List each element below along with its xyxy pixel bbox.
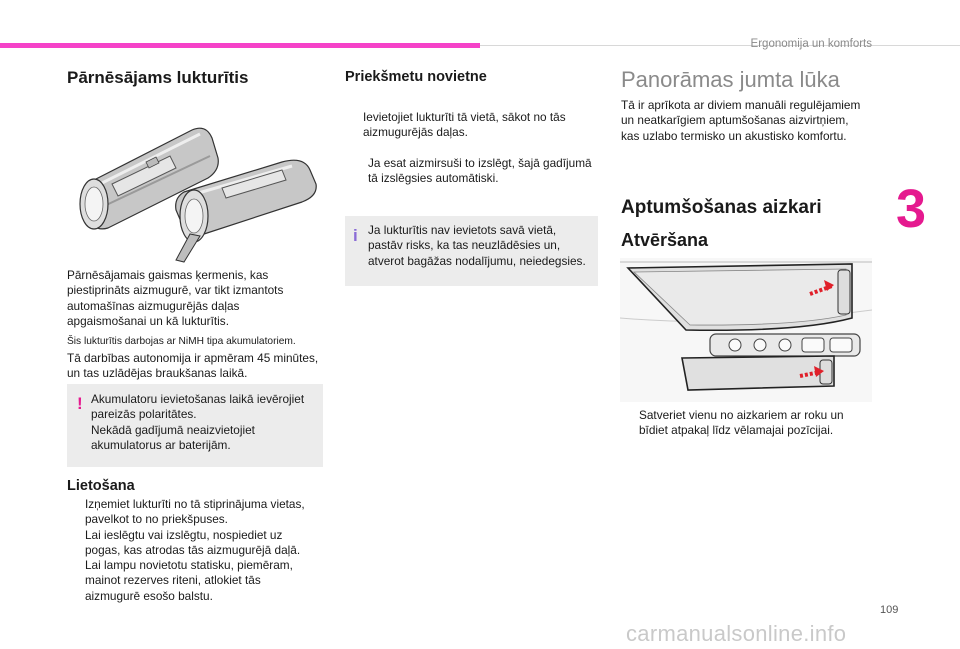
list-line: pogas, kas atrodas tās aizmugurējā daļā. xyxy=(85,542,301,557)
roof-intro xyxy=(621,98,881,144)
list-line: bīdiet atpakaļ līdz vēlamajai pozīcijai. xyxy=(639,423,834,438)
list-line: Lai lampu novietotu statisku, piemēram, xyxy=(85,558,293,573)
watermark: carmanualsonline.info xyxy=(626,621,847,646)
warning-box xyxy=(67,384,323,467)
storage-title: Priekšmetu novietne xyxy=(345,69,487,85)
list-item xyxy=(345,95,600,141)
warning-line: akumulatorus ar baterijām. xyxy=(91,437,231,452)
intro-line: automašīnas aizmugurējās daļas xyxy=(67,298,240,313)
intro-line: un neatkarīgiem aptumšošanas aizvirtņiem, xyxy=(621,113,849,128)
storage-para xyxy=(368,156,603,187)
list-item xyxy=(621,408,881,439)
panoramic-roof-title: Panorāmas jumta lūka xyxy=(621,67,840,92)
portable-lamp-illustration xyxy=(72,122,327,264)
list-line: pavelkot to no priekšpuses. xyxy=(85,512,228,527)
bullet-marker xyxy=(67,497,85,528)
info-line: Ja lukturītis nav ievietots savā vietā, xyxy=(368,223,557,237)
info-icon: i xyxy=(353,226,358,245)
para-line: tā izslēgsies automātiski. xyxy=(368,171,499,186)
storage-list xyxy=(345,95,600,141)
lamp-intro xyxy=(67,268,327,329)
lamp-title: Pārnēsājams lukturītis xyxy=(67,68,249,87)
blinds-title: Aptumšošanas aizkari xyxy=(621,197,822,218)
warning-line: pareizās polaritātes. xyxy=(91,407,197,422)
intro-line: Pārnēsājamais gaismas ķermenis, kas xyxy=(67,268,269,282)
list-item xyxy=(67,497,327,528)
para-line: Ja esat aizmirsuši to izslēgt, šajā gadījumā xyxy=(368,156,592,170)
usage-title: Lietošana xyxy=(67,478,135,494)
info-box xyxy=(345,216,598,286)
opening-list xyxy=(621,408,881,439)
autonomy-text xyxy=(67,351,327,382)
info-line: pastāv risks, ka tas neuzlādēsies un, xyxy=(368,238,561,253)
intro-line: kas uzlabo termisko un akustisko komfortu. xyxy=(621,128,847,143)
bullet-marker xyxy=(67,558,85,604)
battery-note: Šis lukturītis darbojas ar NiMH tipa akumulatoriem. xyxy=(67,336,296,347)
list-line: aizmugurē esošo balstu. xyxy=(85,588,213,603)
list-line: Satveriet vienu no aizkariem ar roku un xyxy=(639,408,844,422)
list-line: mainot rezerves riteni, atlokiet tās xyxy=(85,573,261,588)
warning-line: Akumulatoru ievietošanas laikā ievērojiet xyxy=(91,392,305,406)
sunroof-blinds-illustration xyxy=(620,258,872,402)
chapter-number: 3 xyxy=(896,179,927,239)
intro-line: piestiprināts aizmugurē, var tikt izmantots xyxy=(67,283,284,298)
bullet-marker xyxy=(345,95,363,141)
list-line: aizmugurējās daļas. xyxy=(363,125,468,140)
warning-line: Nekādā gadījumā neaizvietojiet xyxy=(91,422,255,437)
list-line: Ievietojiet lukturīti tā vietā, sākot no tās xyxy=(363,110,566,124)
list-line: Izņemiet lukturīti no tā stiprinājuma vietas, xyxy=(85,497,305,511)
header-rule xyxy=(480,45,960,46)
warning-icon: ! xyxy=(77,394,83,413)
bullet-marker xyxy=(621,408,639,439)
header-accent-bar xyxy=(0,43,480,48)
info-line: atverot bagāžas nodalījumu, neiedegsies. xyxy=(368,253,586,268)
section-heading: Ergonomija un komforts xyxy=(750,38,872,50)
list-item xyxy=(67,558,327,604)
list-item xyxy=(67,528,327,559)
opening-title: Atvēršana xyxy=(621,230,709,250)
info-text xyxy=(368,223,596,269)
bullet-marker xyxy=(67,528,85,559)
page-number: 109 xyxy=(880,604,899,616)
intro-line: Tā ir aprīkota ar diviem manuāli regulējamiem xyxy=(621,98,861,112)
list-line: Lai ieslēgtu vai izslēgtu, nospiediet uz xyxy=(85,527,283,542)
autonomy-line: un tas uzlādējas braukšanas laikā. xyxy=(67,366,248,381)
usage-list xyxy=(67,497,327,604)
warning-text xyxy=(91,392,319,453)
autonomy-line: Tā darbības autonomija ir apmēram 45 minūtes, xyxy=(67,351,319,365)
intro-line: apgaismošanai un kā lukturītis. xyxy=(67,313,229,328)
